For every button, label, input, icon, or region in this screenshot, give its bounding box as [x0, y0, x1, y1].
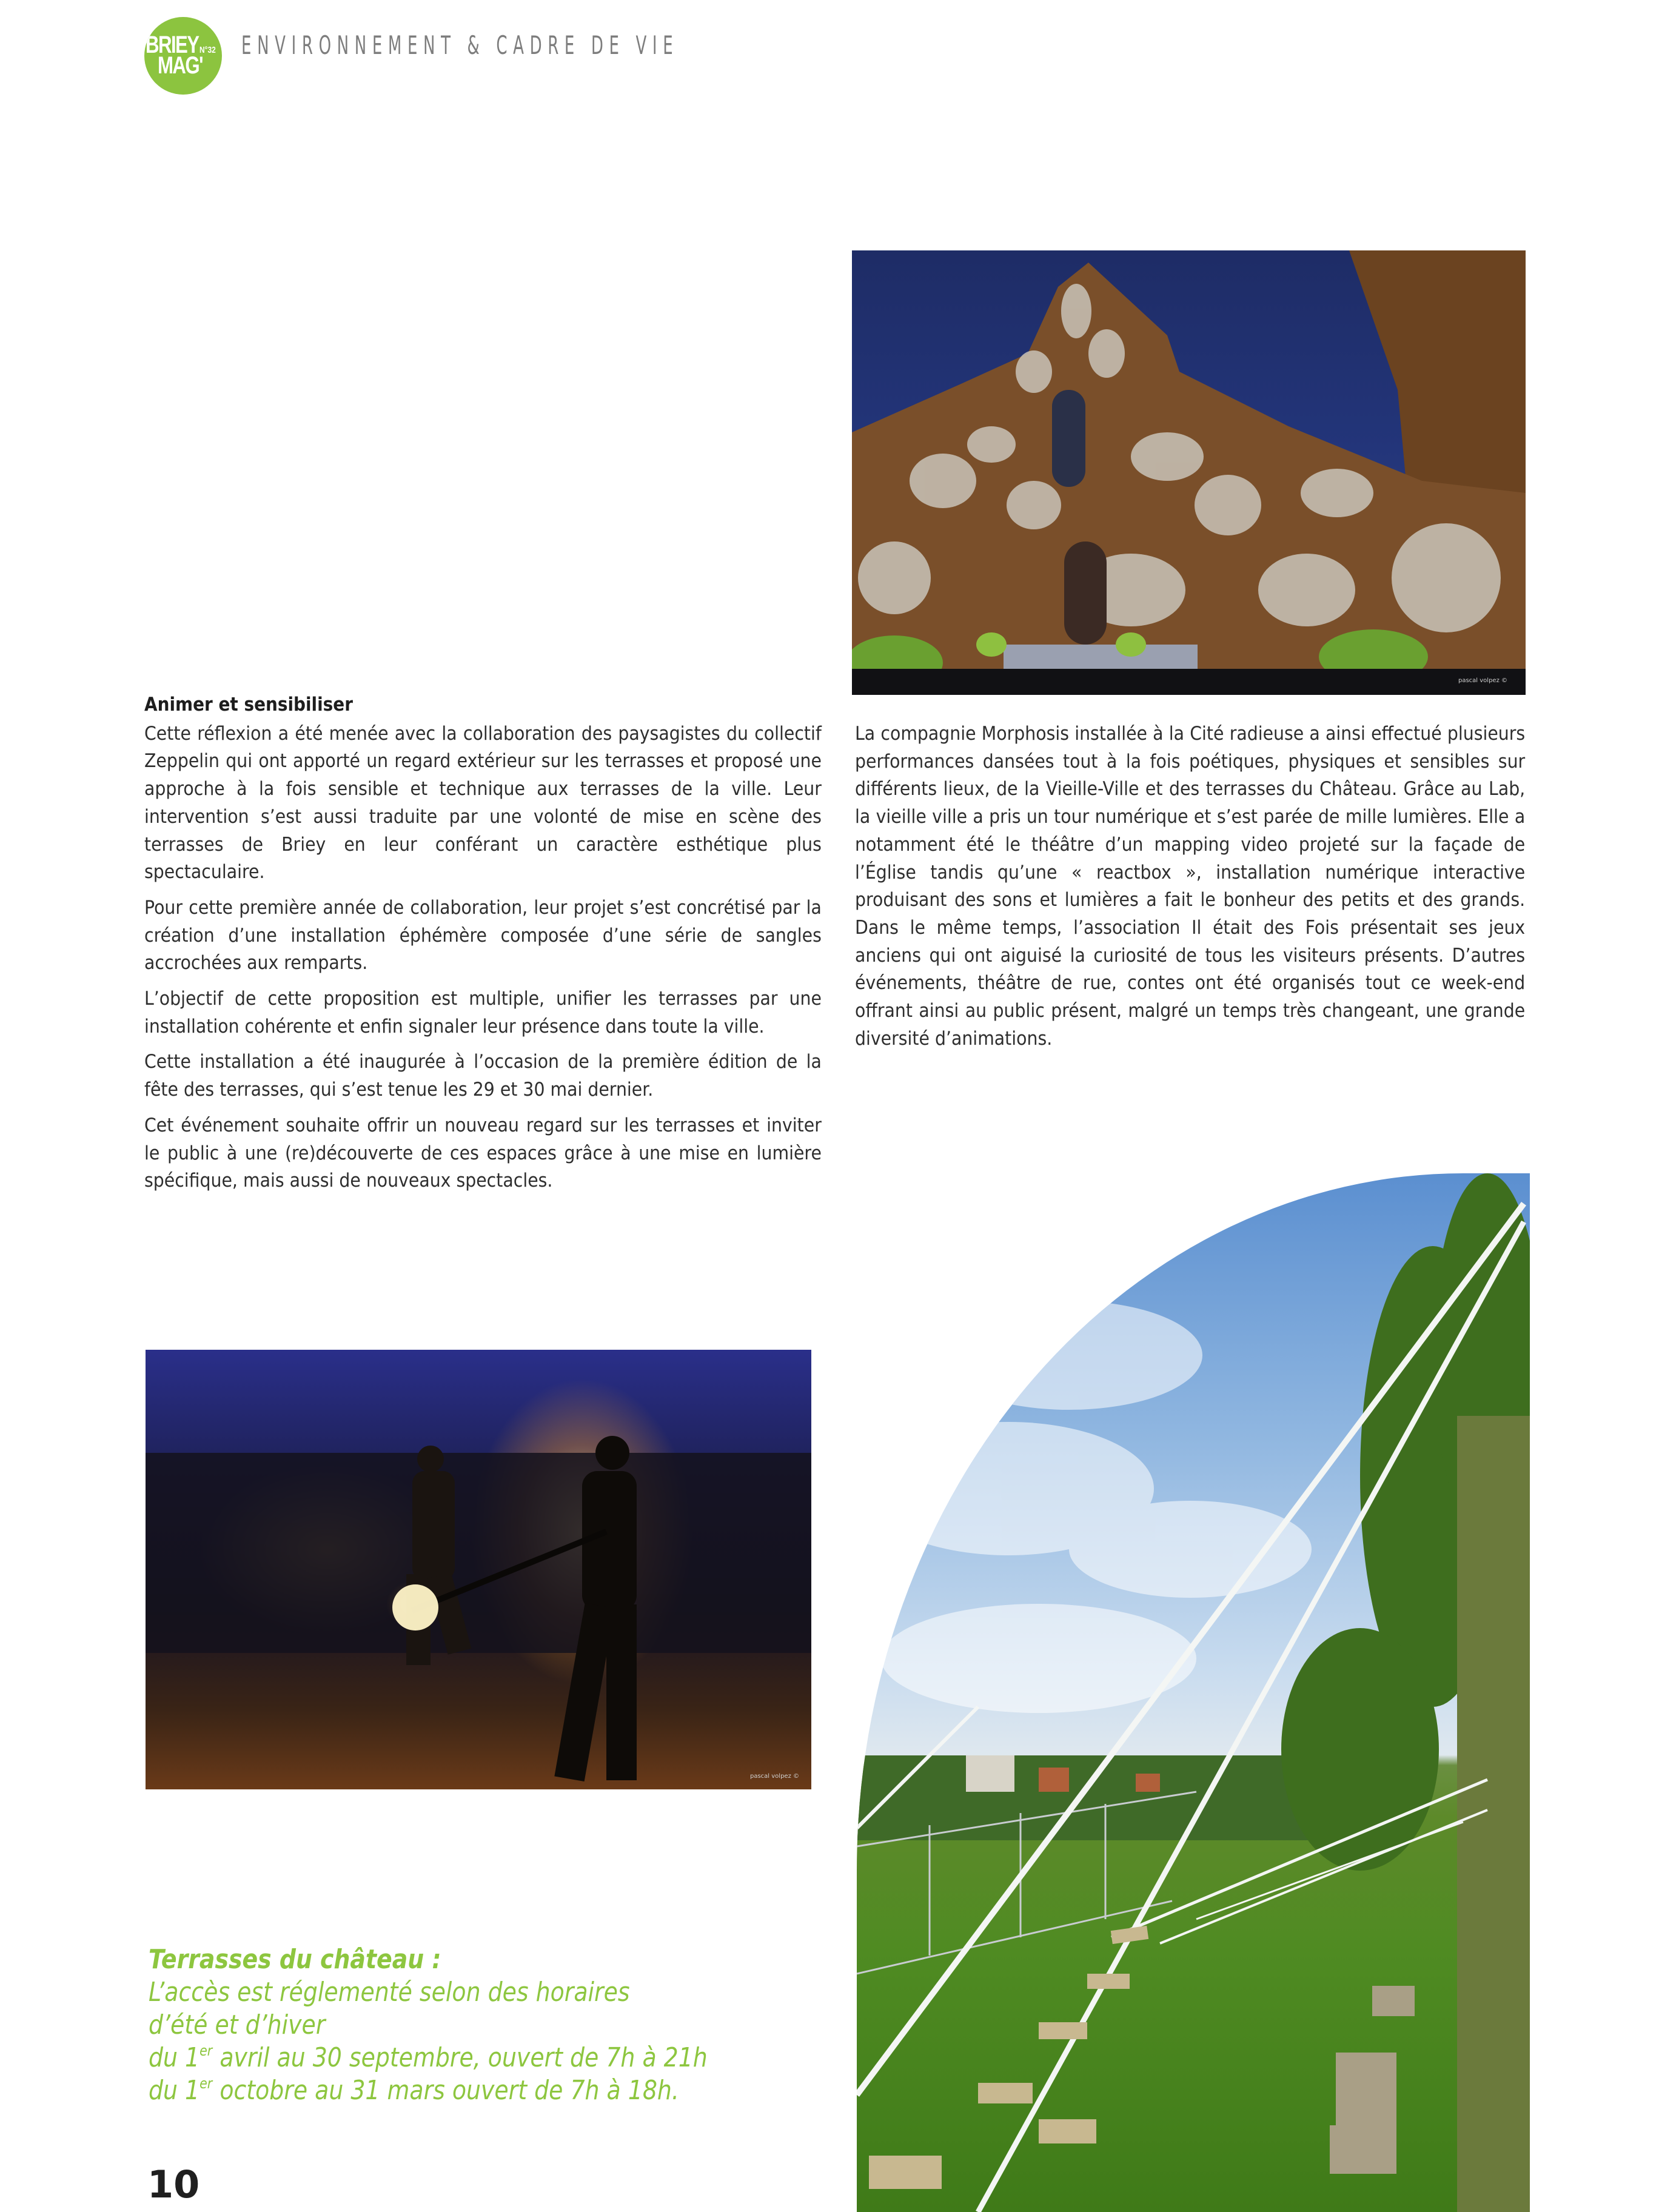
- fire-burst: [392, 1584, 438, 1631]
- winter-hours-text: octobre au 31 mars ouvert de 7h à 18h.: [212, 2075, 679, 2106]
- left-column: [144, 691, 822, 1203]
- summer-hours-prefix: du 1: [149, 2042, 200, 2073]
- info-title: Terrasses du château :: [149, 1944, 441, 1975]
- photo-credit: pascal volpez ©: [749, 1773, 799, 1780]
- ordinal-suffix: er: [199, 2042, 213, 2059]
- shrub-planter-right: [1116, 632, 1146, 657]
- summer-hours: [149, 2042, 708, 2074]
- church-steps: [1004, 645, 1198, 669]
- section-title: ENVIRONNEMENT & CADRE DE VIE: [241, 30, 679, 60]
- right-column: [855, 720, 1525, 1061]
- winter-hours-prefix: du 1: [149, 2075, 200, 2106]
- clouds: [863, 1301, 1312, 1713]
- paragraph: Cette réflexion a été menée avec la collaboration des paysagistes du collectif Zeppelin qui ont apporté un regard extérieur sur les terrasses et proposé une approche à la fois sensible et technique aux terrasses de la ville. Leur intervention s’est aussi traduite par une volonté de mise en scène des terrasses de Briey en leur conférant un caractère esthétique plus spectaculaire.: [144, 722, 822, 883]
- paragraph: Cette installation a été inaugurée à l’occasion de la première édition de la fête des terrasses, qui s’est tenue les 29 et 30 mai dernier.: [144, 1051, 822, 1101]
- paragraph: Cet événement souhaite offrir un nouveau regard sur les terrasses et inviter le public à une (re)découverte de ces espaces grâce à une mise en lumière spécifique, mais aussi de nouveaux spectacles.: [144, 1114, 822, 1192]
- terrace-opening-hours: [149, 1943, 708, 2107]
- fire-performers-photo: [146, 1350, 811, 1789]
- church-window: [1052, 390, 1085, 487]
- summer-hours-text: avril au 30 septembre, ouvert de 7h à 21h: [212, 2042, 708, 2073]
- castle-terrace-photo: [857, 1173, 1530, 2212]
- church-illustration: [852, 250, 1526, 695]
- logo-issue-number: N°32: [199, 45, 216, 55]
- info-line: d’été et d’hiver: [149, 2009, 326, 2040]
- logo-text-briey: BRIEY: [146, 32, 199, 58]
- winter-hours: [149, 2074, 708, 2107]
- paragraph: La compagnie Morphosis installée à la Cité radieuse a ainsi effectué plusieurs performances dansées tout à la fois poétiques, physiques et sensibles sur différents lieux, de la Vieille-Ville et des terrasses du Château. Grâce au Lab, la vieille ville a pris un tour numérique et s’est parée de mille lumières. Elle a notamment été le théâtre d’un mapping video projeté sur la façade de l’Église tandis qu’une « reactbox », installation numérique interactive produisant des sons et lumières a fait le bonheur des petits et des grands. Dans le même temps, l’association Il était des Fois présentait ses jeux anciens qui ont aiguisé la curiosité de tous les visiteurs présents. D’autres événements, théâtre de rue, contes ont été organisés tout ce week-end offrant ainsi au public présent, malgré un temps très changeant, une grande diversité d’animations.: [855, 723, 1526, 1050]
- briey-mag-logo: [144, 17, 222, 95]
- paragraph: Pour cette première année de collaboration, leur projet s’est concrétisé par la création d’une installation éphémère composée d’une série de sangles accrochées aux remparts.: [144, 896, 822, 974]
- info-line: L’accès est réglementé selon des horaires: [149, 1977, 630, 2008]
- church-door: [1064, 541, 1107, 645]
- section-heading: Animer et sensibiliser: [144, 694, 353, 716]
- shrub-planter-left: [976, 632, 1007, 657]
- fire-illustration: [146, 1350, 811, 1789]
- paragraph: L’objectif de cette proposition est multiple, unifier les terrasses par une installation cohérente et enfin signaler leur présence dans toute la ville.: [144, 988, 822, 1037]
- logo-text-mag: MAG': [158, 52, 203, 79]
- photo-credit: pascal volpez ©: [1458, 677, 1507, 684]
- crowd-silhouettes: [146, 1453, 811, 1653]
- page-number: 10: [147, 2162, 200, 2207]
- stone-bench: [1330, 1986, 1415, 2174]
- rampart-wall: [1457, 1416, 1530, 2212]
- terrace-illustration: [857, 1173, 1530, 2212]
- stepping-stones: [869, 1926, 1148, 2189]
- ordinal-suffix: er: [199, 2075, 213, 2092]
- church-mapping-photo: [852, 250, 1526, 695]
